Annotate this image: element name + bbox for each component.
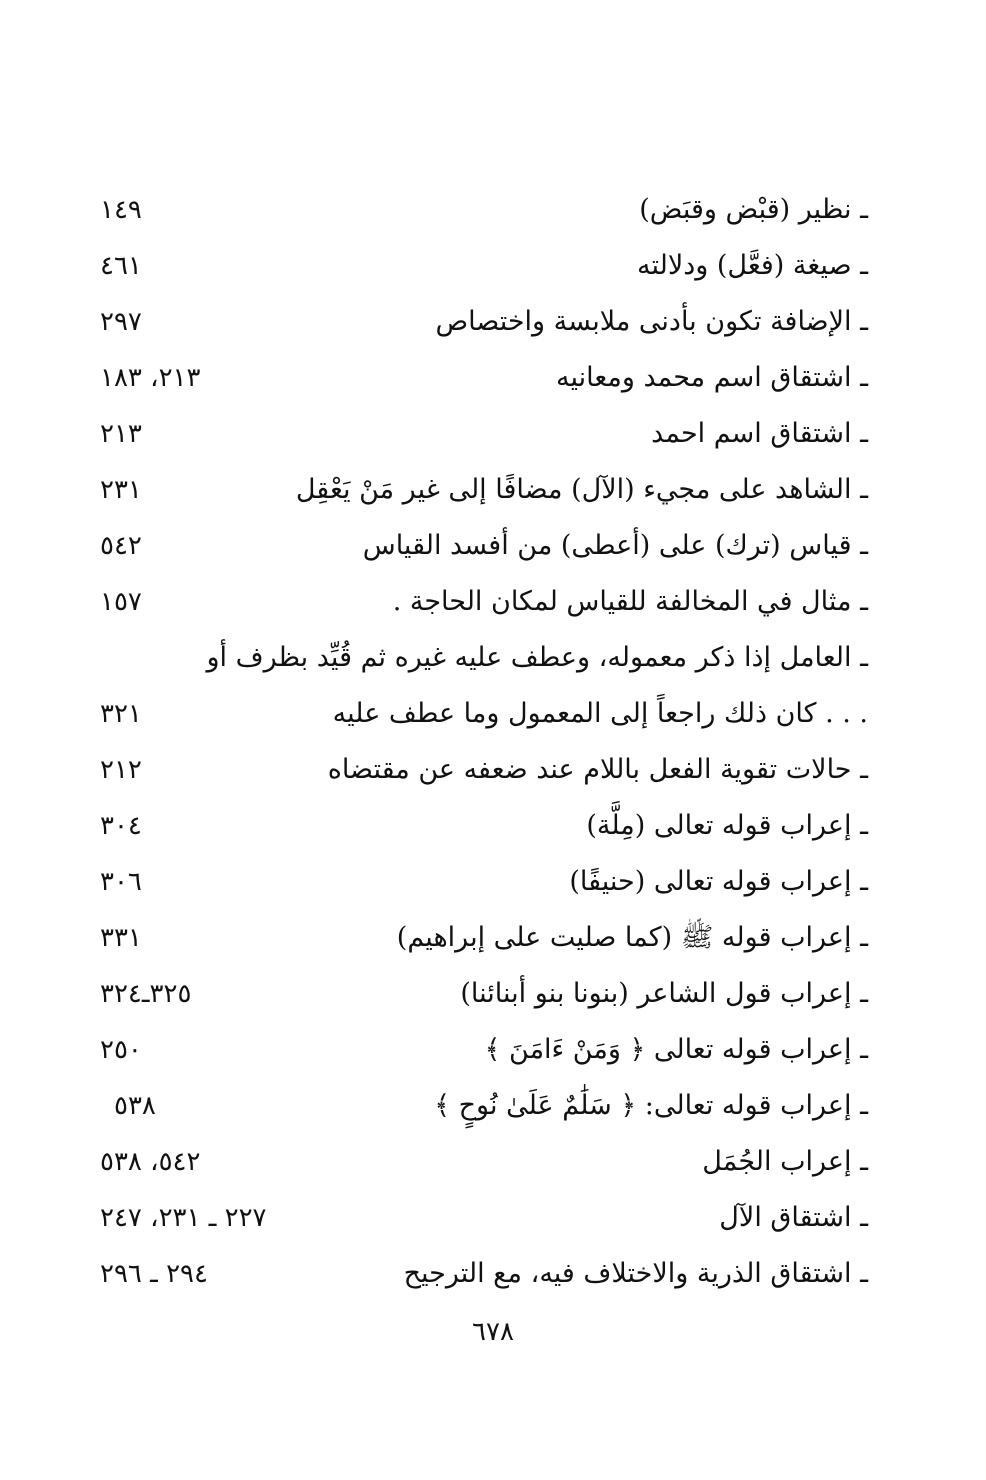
entry-text: ـ إعراب الجُمَل (702, 1146, 868, 1177)
entry-text: ـ اشتقاق الذرية والاختلاف فيه، مع الترجيح (403, 1258, 868, 1289)
entry-text: ـ اشتقاق اسم محمد ومعانيه (555, 362, 868, 393)
index-entry (0, 742, 986, 798)
index-entry (0, 182, 986, 238)
entry-page-refs: ١٤٩ (100, 195, 142, 225)
index-entry (0, 238, 986, 294)
index-entry (0, 1190, 986, 1246)
entry-text: ـ إعراب قوله تعالى (مِلَّة) (586, 810, 868, 841)
entry-page-refs: ٢١٣، ١٨٣ (100, 363, 201, 393)
entry-page-refs: ١٥٧ (100, 587, 142, 617)
page-number: ٦٧٨ (472, 1317, 514, 1347)
index-entry (0, 966, 986, 1022)
entry-page-refs: ٤٦١ (100, 251, 142, 281)
index-entry (0, 518, 986, 574)
index-entry (0, 630, 986, 686)
index-entry (0, 1134, 986, 1190)
entry-text: . . . كان ذلك راجعاً إلى المعمول وما عطف عليه (332, 698, 868, 729)
index-entry-continuation (0, 686, 986, 742)
entry-page-refs: ٥٤٢ (100, 531, 142, 561)
entry-text: ـ الشاهد على مجيء (الآل) مضافًا إلى غير مَنْ يَعْقِل (295, 474, 868, 505)
entry-page-refs: ٣٢١ (100, 699, 142, 729)
entry-text: ـ إعراب قوله تعالى ﴿ وَمَنْ ءَامَنَ ﴾ (484, 1034, 868, 1065)
entry-text: ـ مثال في المخالفة للقياس لمكان الحاجة . (392, 586, 868, 617)
index-entry (0, 1078, 986, 1134)
index-entry (0, 462, 986, 518)
entry-text: ـ العامل إذا ذكر معموله، وعطف عليه غيره ثم قُيِّد بظرف أو (206, 642, 868, 673)
entry-page-refs: ٥٣٨ (114, 1091, 156, 1121)
entry-page-refs: ٥٤٢، ٥٣٨ (100, 1147, 201, 1177)
index-entry (0, 294, 986, 350)
index-entry (0, 854, 986, 910)
entry-text: ـ قياس (ترك) على (أعطى) من أفسد القياس (362, 530, 868, 561)
index-entry (0, 1022, 986, 1078)
entry-page-refs: ٢٩٧ (100, 307, 142, 337)
index-entry (0, 350, 986, 406)
entry-text: ـ إعراب قوله تعالى: ﴿ سَلَٰمٌ عَلَىٰ نُوحٍ ﴾ (434, 1090, 868, 1121)
entry-page-refs: ٢٥٠ (100, 1035, 142, 1065)
index-entry (0, 1246, 986, 1302)
index-entry (0, 406, 986, 462)
entry-page-refs: ٢١٢ (100, 755, 142, 785)
entry-page-refs: ٢٢٧ ـ ٢٣١، ٢٤٧ (100, 1203, 267, 1233)
entry-page-refs: ٢٩٤ ـ ٢٩٦ (100, 1259, 208, 1289)
entry-page-refs: ٣٣١ (100, 923, 142, 953)
entry-page-refs: ٢١٣ (100, 419, 142, 449)
index-entry (0, 574, 986, 630)
entry-text: ـ اشتقاق اسم احمد (651, 418, 868, 449)
entry-text: ـ إعراب قول الشاعر (بنونا بنو أبنائنا) (460, 978, 868, 1009)
entry-page-refs: ٣٠٤ (100, 811, 142, 841)
entry-text: ـ اشتقاق الآل (719, 1202, 868, 1233)
entry-text: ـ إعراب قوله تعالى (حنيفًا) (569, 866, 868, 897)
index-entry (0, 910, 986, 966)
entry-page-refs: ٣٠٦ (100, 867, 142, 897)
entry-text: ـ حالات تقوية الفعل باللام عند ضعفه عن مقتضاه (327, 754, 868, 785)
entry-page-refs: ٣٢٥ـ٣٢٤ (100, 979, 192, 1009)
entry-text: ـ صيغة (فعَّل) ودلالته (637, 250, 868, 281)
entry-text: ـ نظير (قبْض وقبَض) (639, 194, 868, 225)
index-entry (0, 798, 986, 854)
entry-text: ـ إعراب قوله ﷺ (كما صليت على إبراهيم) (396, 922, 868, 953)
entry-text: ـ الإضافة تكون بأدنى ملابسة واختصاص (435, 306, 868, 337)
entry-page-refs: ٢٣١ (100, 475, 142, 505)
